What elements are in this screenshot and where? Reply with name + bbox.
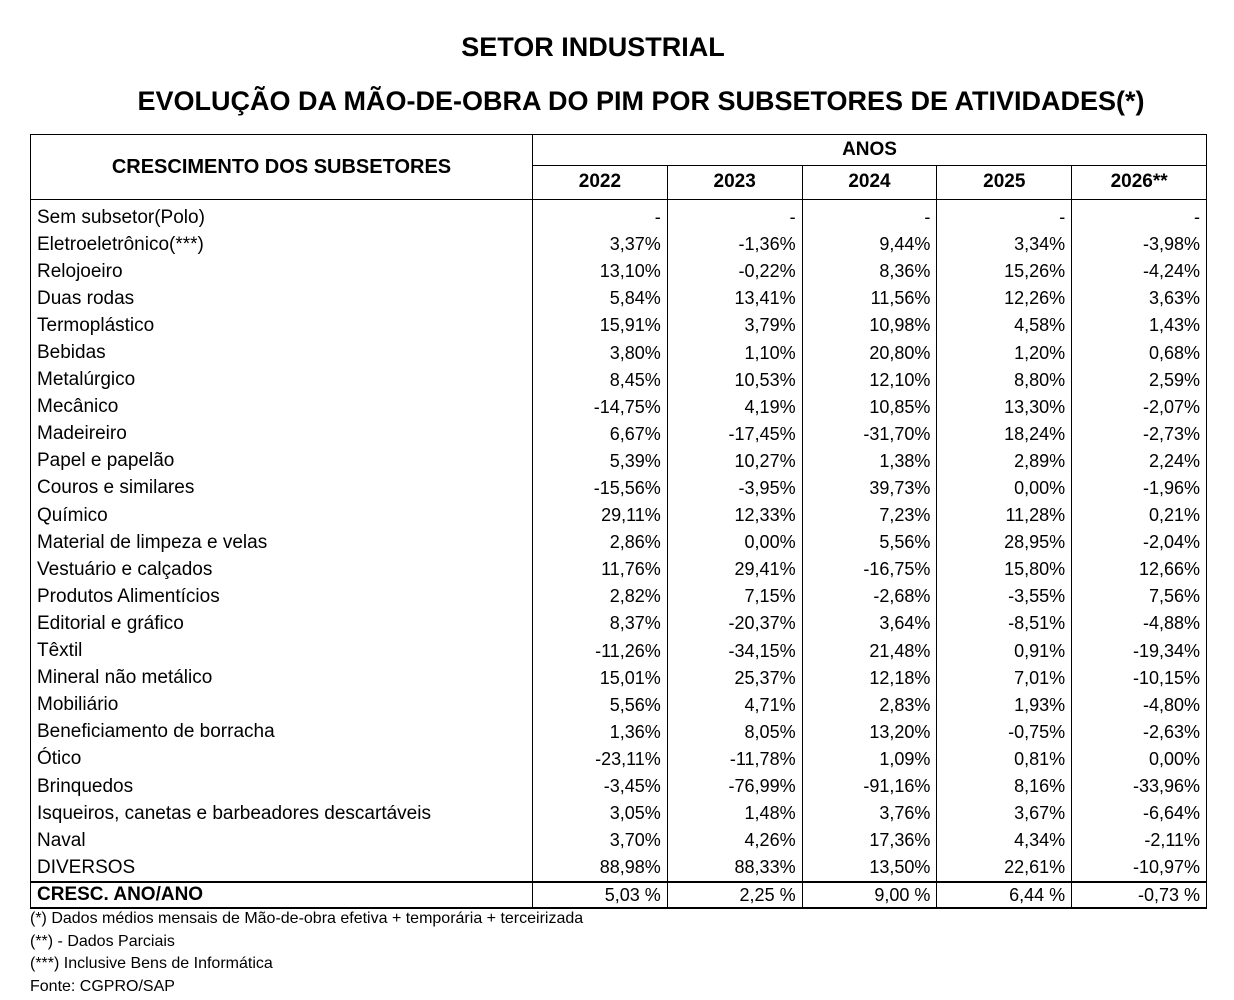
table-body (31, 200, 1207, 883)
year-header: 2024 (802, 165, 937, 199)
value-cell: -2,68% (802, 583, 937, 610)
subsector-label: Bebidas (31, 339, 533, 366)
value-cell: 28,95% (937, 529, 1072, 556)
subsector-label: Editorial e gráfico (31, 610, 533, 637)
table-row (31, 719, 1207, 746)
value-cell: 10,27% (667, 448, 802, 475)
total-cell: 5,03 % (533, 882, 668, 908)
row-header: CRESCIMENTO DOS SUBSETORES (31, 135, 533, 200)
subsector-label: Couros e similares (31, 475, 533, 502)
table-row (31, 800, 1207, 827)
value-cell: 20,80% (802, 339, 937, 366)
value-cell: 8,16% (937, 773, 1072, 800)
value-cell: 7,56% (1072, 583, 1207, 610)
table-row (31, 746, 1207, 773)
value-cell: -23,11% (533, 746, 668, 773)
value-cell: 1,48% (667, 800, 802, 827)
value-cell: 3,80% (533, 339, 668, 366)
value-cell: -2,73% (1072, 421, 1207, 448)
value-cell: 39,73% (802, 475, 937, 502)
subsector-label: Madeireiro (31, 421, 533, 448)
footnote: (*) Dados médios mensais de Mão-de-obra efetiva + temporária + terceirizada (30, 910, 584, 927)
subsector-label: Têxtil (31, 638, 533, 665)
table-footer (31, 882, 1207, 908)
total-cell: 9,00 % (802, 882, 937, 908)
value-cell: -2,11% (1072, 827, 1207, 854)
value-cell: 5,56% (802, 529, 937, 556)
value-cell: -20,37% (667, 610, 802, 637)
table-row (31, 827, 1207, 854)
value-cell: 0,81% (937, 746, 1072, 773)
value-cell: 5,56% (533, 692, 668, 719)
value-cell: 15,26% (937, 258, 1072, 285)
value-cell: 18,24% (937, 421, 1072, 448)
value-cell: 5,39% (533, 448, 668, 475)
value-cell: 7,23% (802, 502, 937, 529)
value-cell: -91,16% (802, 773, 937, 800)
value-cell: 11,56% (802, 285, 937, 312)
value-cell: 0,00% (1072, 746, 1207, 773)
value-cell: 12,26% (937, 285, 1072, 312)
value-cell: -16,75% (802, 556, 937, 583)
subsector-label: Papel e papelão (31, 448, 533, 475)
table-row (31, 258, 1207, 285)
value-cell: -0,22% (667, 258, 802, 285)
value-cell: -4,88% (1072, 610, 1207, 637)
value-cell: 3,67% (937, 800, 1072, 827)
value-cell: 3,34% (937, 231, 1072, 258)
value-cell: 3,63% (1072, 285, 1207, 312)
value-cell: - (1072, 200, 1207, 232)
value-cell: 3,76% (802, 800, 937, 827)
value-cell: 8,80% (937, 367, 1072, 394)
value-cell: 0,68% (1072, 339, 1207, 366)
value-cell: -0,75% (937, 719, 1072, 746)
value-cell: -15,56% (533, 475, 668, 502)
value-cell: -4,24% (1072, 258, 1207, 285)
subsector-label: Mobiliário (31, 692, 533, 719)
page-subtitle: EVOLUÇÃO DA MÃO-DE-OBRA DO PIM POR SUBSETORES DE ATIVIDADES(*) (137, 86, 1145, 116)
footnote: (**) - Dados Parciais (30, 932, 175, 950)
value-cell: 2,86% (533, 529, 668, 556)
year-header: 2022 (533, 165, 668, 199)
value-cell: 29,11% (533, 502, 668, 529)
value-cell: -3,95% (667, 475, 802, 502)
total-row (31, 882, 1207, 908)
value-cell: 3,70% (533, 827, 668, 854)
value-cell: 4,26% (667, 827, 802, 854)
value-cell: 7,01% (937, 665, 1072, 692)
value-cell: 12,18% (802, 665, 937, 692)
value-cell: -11,26% (533, 638, 668, 665)
value-cell: 10,85% (802, 394, 937, 421)
value-cell: - (802, 200, 937, 232)
table-row (31, 285, 1207, 312)
value-cell: 2,24% (1072, 448, 1207, 475)
value-cell: 8,45% (533, 367, 668, 394)
subsector-label: Relojoeiro (31, 258, 533, 285)
value-cell: -17,45% (667, 421, 802, 448)
table-row (31, 529, 1207, 556)
value-cell: 1,09% (802, 746, 937, 773)
value-cell: 88,33% (667, 854, 802, 882)
value-cell: 12,66% (1072, 556, 1207, 583)
subsector-label: Termoplástico (31, 312, 533, 339)
year-header: 2026** (1072, 165, 1207, 199)
footnotes (30, 908, 583, 998)
value-cell: 0,91% (937, 638, 1072, 665)
value-cell: -6,64% (1072, 800, 1207, 827)
value-cell: -3,98% (1072, 231, 1207, 258)
value-cell: 1,38% (802, 448, 937, 475)
value-cell: -1,36% (667, 231, 802, 258)
value-cell: 6,67% (533, 421, 668, 448)
table-row (31, 475, 1207, 502)
subsector-label: Vestuário e calçados (31, 556, 533, 583)
table-row (31, 312, 1207, 339)
value-cell: 0,21% (1072, 502, 1207, 529)
value-cell: -11,78% (667, 746, 802, 773)
table-row (31, 665, 1207, 692)
subsector-label: Produtos Alimentícios (31, 583, 533, 610)
value-cell: - (533, 200, 668, 232)
value-cell: 1,93% (937, 692, 1072, 719)
value-cell: 5,84% (533, 285, 668, 312)
total-cell: 2,25 % (667, 882, 802, 908)
value-cell: 13,50% (802, 854, 937, 882)
table-row (31, 339, 1207, 366)
table-header (31, 135, 1207, 200)
value-cell: 1,20% (937, 339, 1072, 366)
value-cell: 2,83% (802, 692, 937, 719)
value-cell: 29,41% (667, 556, 802, 583)
value-cell: 17,36% (802, 827, 937, 854)
subsector-label: Material de limpeza e velas (31, 529, 533, 556)
value-cell: -76,99% (667, 773, 802, 800)
value-cell: 4,58% (937, 312, 1072, 339)
subsector-label: Metalúrgico (31, 367, 533, 394)
value-cell: 12,10% (802, 367, 937, 394)
value-cell: 9,44% (802, 231, 937, 258)
table-row (31, 502, 1207, 529)
value-cell: 8,37% (533, 610, 668, 637)
value-cell: 21,48% (802, 638, 937, 665)
subsector-label: Isqueiros, canetas e barbeadores descartáveis (31, 800, 533, 827)
value-cell: 2,59% (1072, 367, 1207, 394)
value-cell: -14,75% (533, 394, 668, 421)
total-label: CRESC. ANO/ANO (31, 882, 533, 908)
value-cell: -31,70% (802, 421, 937, 448)
value-cell: -3,45% (533, 773, 668, 800)
total-cell: -0,73 % (1072, 882, 1207, 908)
subsector-label: Duas rodas (31, 285, 533, 312)
value-cell: 3,79% (667, 312, 802, 339)
table-row (31, 692, 1207, 719)
value-cell: 1,36% (533, 719, 668, 746)
value-cell: 15,01% (533, 665, 668, 692)
value-cell: -10,97% (1072, 854, 1207, 882)
subsector-label: Ótico (31, 746, 533, 773)
value-cell: 4,34% (937, 827, 1072, 854)
table-row (31, 638, 1207, 665)
value-cell: 11,76% (533, 556, 668, 583)
value-cell: 13,41% (667, 285, 802, 312)
value-cell: -3,55% (937, 583, 1072, 610)
value-cell: 7,15% (667, 583, 802, 610)
value-cell: -1,96% (1072, 475, 1207, 502)
value-cell: -4,80% (1072, 692, 1207, 719)
table-row (31, 610, 1207, 637)
table-row (31, 583, 1207, 610)
subsector-label: Brinquedos (31, 773, 533, 800)
value-cell: 15,80% (937, 556, 1072, 583)
table-row (31, 556, 1207, 583)
subsector-label: Mecânico (31, 394, 533, 421)
subsector-label: Beneficiamento de borracha (31, 719, 533, 746)
table-row (31, 367, 1207, 394)
year-header: 2025 (937, 165, 1072, 199)
value-cell: 13,10% (533, 258, 668, 285)
subsector-label: Mineral não metálico (31, 665, 533, 692)
table-row (31, 231, 1207, 258)
total-cell: 6,44 % (937, 882, 1072, 908)
table-row (31, 421, 1207, 448)
table-row (31, 200, 1207, 232)
value-cell: 88,98% (533, 854, 668, 882)
value-cell: 13,30% (937, 394, 1072, 421)
year-header: 2023 (667, 165, 802, 199)
value-cell: -2,63% (1072, 719, 1207, 746)
value-cell: 12,33% (667, 502, 802, 529)
value-cell: 3,64% (802, 610, 937, 637)
value-cell: 3,05% (533, 800, 668, 827)
value-cell: 11,28% (937, 502, 1072, 529)
value-cell: - (667, 200, 802, 232)
value-cell: -19,34% (1072, 638, 1207, 665)
value-cell: 22,61% (937, 854, 1072, 882)
value-cell: -10,15% (1072, 665, 1207, 692)
subsector-label: Naval (31, 827, 533, 854)
subsector-growth-table (30, 134, 1207, 909)
value-cell: 25,37% (667, 665, 802, 692)
page-title: SETOR INDUSTRIAL (461, 32, 725, 62)
subsector-label: Eletroeletrônico(***) (31, 231, 533, 258)
value-cell: 15,91% (533, 312, 668, 339)
subsector-label: DIVERSOS (31, 854, 533, 882)
value-cell: -33,96% (1072, 773, 1207, 800)
value-cell: 10,53% (667, 367, 802, 394)
value-cell: 10,98% (802, 312, 937, 339)
value-cell: 4,19% (667, 394, 802, 421)
value-cell: 0,00% (937, 475, 1072, 502)
value-cell: 1,10% (667, 339, 802, 366)
table-row (31, 394, 1207, 421)
table-row (31, 854, 1207, 882)
value-cell: 0,00% (667, 529, 802, 556)
value-cell: 4,71% (667, 692, 802, 719)
value-cell: -34,15% (667, 638, 802, 665)
table-row (31, 448, 1207, 475)
subsector-label: Sem subsetor(Polo) (31, 200, 533, 232)
value-cell: -8,51% (937, 610, 1072, 637)
footnote: (***) Inclusive Bens de Informática (30, 955, 273, 972)
value-cell: 3,37% (533, 231, 668, 258)
value-cell: 2,89% (937, 448, 1072, 475)
source-note: Fonte: CGPRO/SAP (30, 977, 175, 995)
value-cell: -2,04% (1072, 529, 1207, 556)
value-cell: - (937, 200, 1072, 232)
value-cell: 1,43% (1072, 312, 1207, 339)
value-cell: 8,36% (802, 258, 937, 285)
table-row (31, 773, 1207, 800)
value-cell: 8,05% (667, 719, 802, 746)
value-cell: 2,82% (533, 583, 668, 610)
subsector-label: Químico (31, 502, 533, 529)
years-group-header: ANOS (533, 135, 1207, 166)
value-cell: 13,20% (802, 719, 937, 746)
value-cell: -2,07% (1072, 394, 1207, 421)
